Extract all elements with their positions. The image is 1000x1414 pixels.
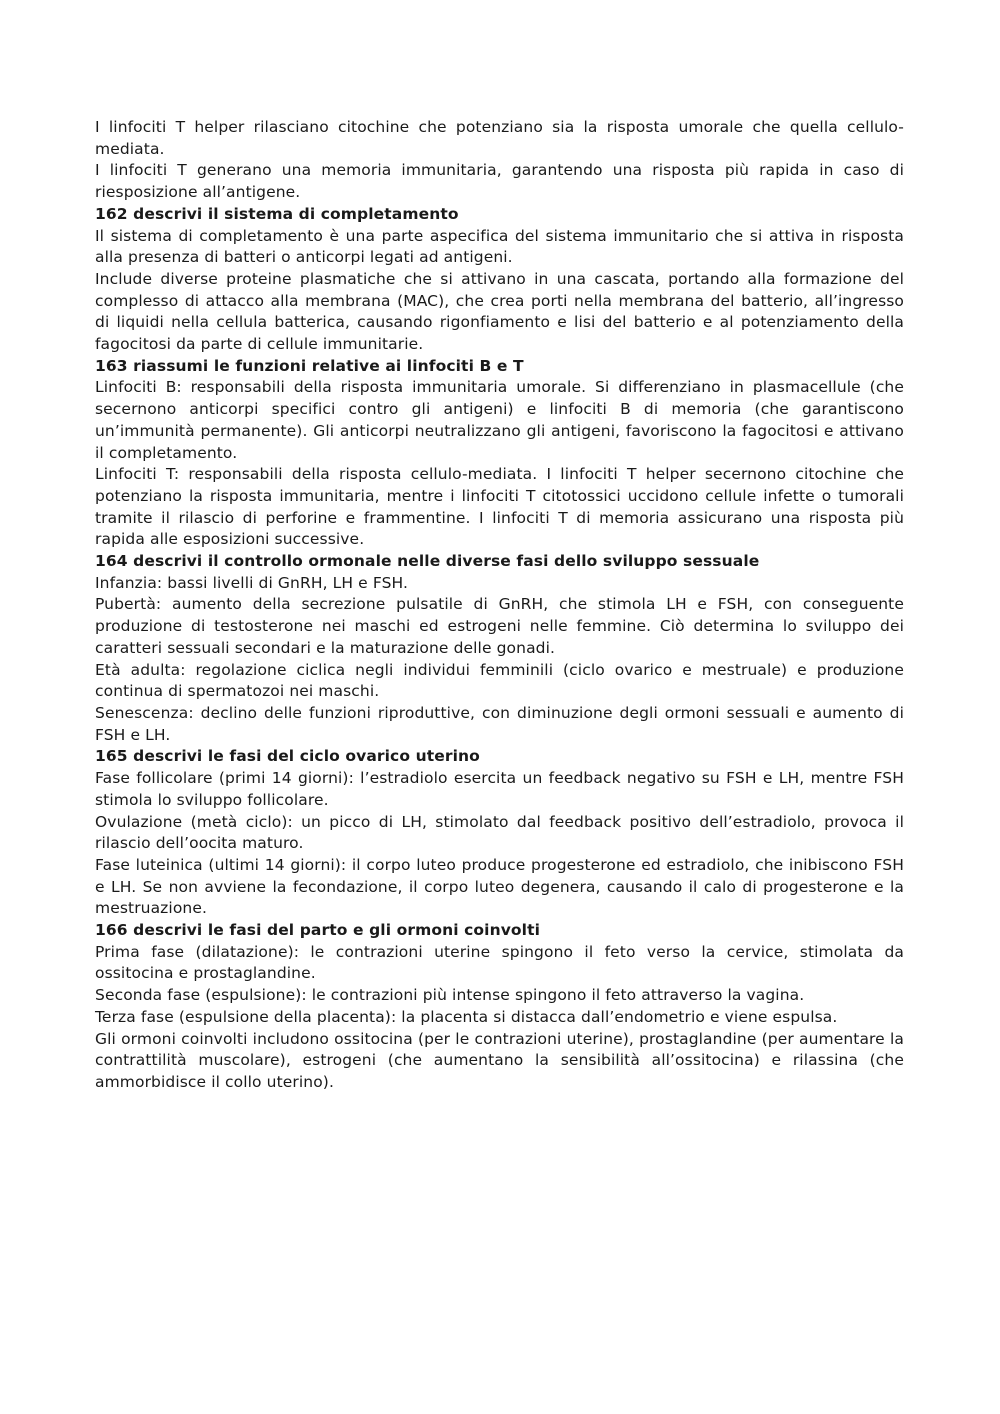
- section-164-paragraph-4: Senescenza: declino delle funzioni riproduttive, con diminuzione degli ormoni sessuali e aumento di FSH e LH.: [95, 703, 904, 744]
- section-165-paragraph-2: Ovulazione (metà ciclo): un picco di LH, stimolato dal feedback positivo dell’estradiolo, provoca il rilascio dell’oocita maturo.: [95, 812, 904, 853]
- section-163-paragraph-1: Linfociti B: responsabili della risposta immunitaria umorale. Si differenziano in plasmacellule (che secernono anticorpi specifici contro gli antigeni) e linfociti B di memoria (che garantiscono un’immunità permanente). Gli anticorpi neutralizzano gli antigeni, favoriscono la fagocitosi e attivano il completamento.: [95, 378, 904, 462]
- document-page: [95, 117, 904, 1094]
- section-162-paragraph-2: Include diverse proteine plasmatiche che si attivano in una cascata, portando alla formazione del complesso di attacco alla membrana (MAC), che crea porti nella membrana del batterio, all’ingresso di liquidi nella cellula batterica, causando rigonfiamento e lisi del batterio e al potenziamento della fagocitosi da parte di cellule immunitarie.: [95, 269, 904, 354]
- section-166-paragraph-1: Prima fase (dilatazione): le contrazioni uterine spingono il feto verso la cervice, stimolata da ossitocina e prostaglandine.: [95, 942, 904, 983]
- section-162-paragraph-1: Il sistema di completamento è una parte aspecifica del sistema immunitario che si attiva in risposta alla presenza di batteri o anticorpi legati ad antigeni.: [95, 226, 904, 267]
- section-163-paragraph-2: Linfociti T: responsabili della risposta cellulo-mediata. I linfociti T helper secernono citochine che potenziano la risposta immunitaria, mentre i linfociti T citotossici uccidono cellule infette o tumorali tramite il rilascio di perforine e frammentine. I linfociti T di memoria assicurano una risposta più rapida alle esposizioni successive.: [95, 465, 904, 549]
- section-164-paragraph-2: Pubertà: aumento della secrezione pulsatile di GnRH, che stimola LH e FSH, con conseguente produzione di testosterone nei maschi ed estrogeni nelle femmine. Ciò determina lo sviluppo dei caratteri sessuali secondari e la maturazione delle gonadi.: [95, 595, 904, 657]
- section-166-heading: 166 descrivi le fasi del parto e gli ormoni coinvolti: [95, 921, 541, 940]
- section-165-paragraph-3: Fase luteinica (ultimi 14 giorni): il corpo luteo produce progesterone ed estradiolo, che inibiscono FSH e LH. Se non avviene la fecondazione, il corpo luteo degenera, causando il calo di progesterone e la mestruazione.: [95, 855, 904, 918]
- intro-paragraph-1: I linfociti T helper rilasciano citochine che potenziano sia la risposta umorale che quella cellulo-mediata.: [95, 118, 904, 158]
- section-166-paragraph-3: Terza fase (espulsione della placenta): la placenta si distacca dall’endometrio e viene espulsa.: [95, 1007, 838, 1026]
- section-163-heading: 163 riassumi le funzioni relative ai linfociti B e T: [95, 356, 524, 375]
- section-162-heading: 162 descrivi il sistema di completamento: [95, 204, 459, 223]
- section-165-heading: 165 descrivi le fasi del ciclo ovarico uterino: [95, 747, 480, 766]
- section-166-paragraph-4: Gli ormoni coinvolti includono ossitocina (per le contrazioni uterine), prostaglandine (per aumentare la contrattilità muscolare), estrogeni (che aumentano la sensibilità all’ossitocina) e rilassina (che ammorbidisce il collo uterino).: [95, 1029, 904, 1091]
- intro-paragraph-2: I linfociti T generano una memoria immunitaria, garantendo una risposta più rapida in caso di riesposizione all’antigene.: [95, 161, 904, 202]
- section-165-paragraph-1: Fase follicolare (primi 14 giorni): l’estradiolo esercita un feedback negativo su FSH e LH, mentre FSH stimola lo sviluppo follicolare.: [95, 769, 904, 809]
- section-164-heading: 164 descrivi il controllo ormonale nelle diverse fasi dello sviluppo sessuale: [95, 552, 760, 571]
- section-164-paragraph-3: Età adulta: regolazione ciclica negli individui femminili (ciclo ovarico e mestruale) e produzione continua di spermatozoi nei maschi.: [95, 660, 904, 701]
- section-164-paragraph-1: Infanzia: bassi livelli di GnRH, LH e FSH.: [95, 573, 409, 592]
- section-166-paragraph-2: Seconda fase (espulsione): le contrazioni più intense spingono il feto attraverso la vagina.: [95, 986, 805, 1005]
